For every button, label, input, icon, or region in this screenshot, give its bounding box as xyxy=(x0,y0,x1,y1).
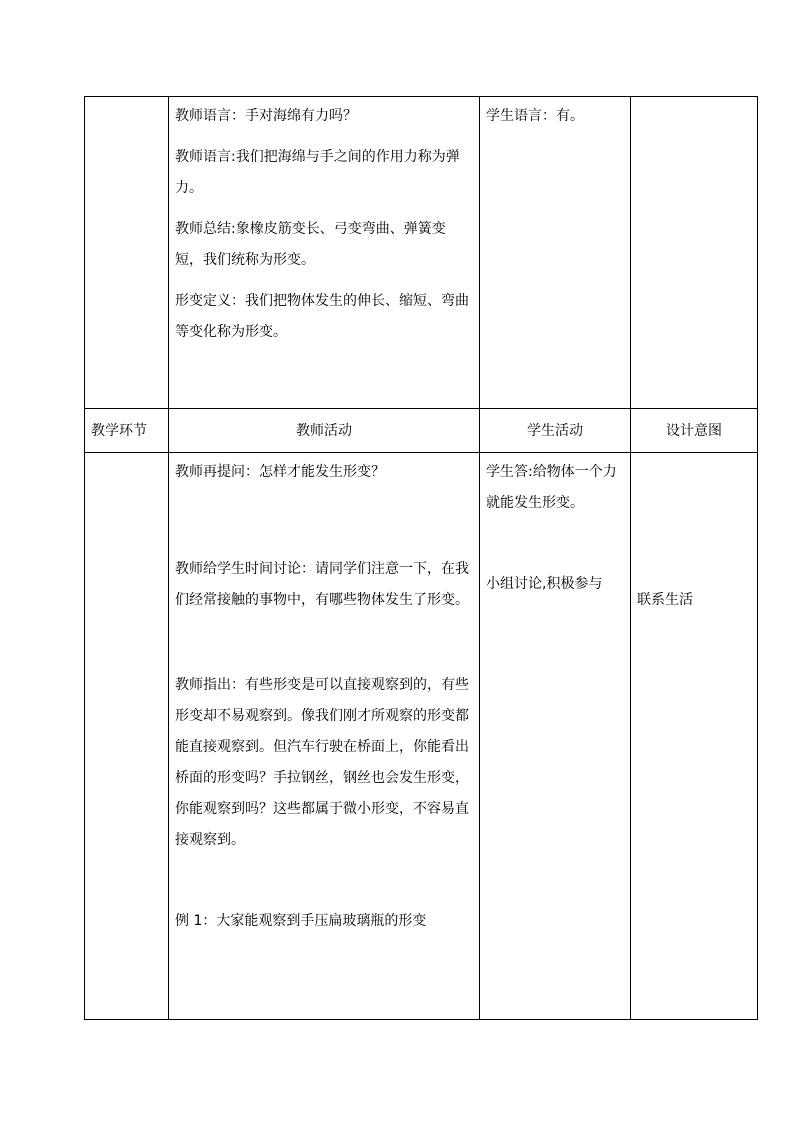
example-1: 例 1：大家能观察到手压扁玻璃瓶的形变 xyxy=(175,913,427,929)
content-row xyxy=(85,453,758,1020)
table-header-row xyxy=(85,409,758,453)
deformation-definition: 形变定义：我们把物体发生的伸长、缩短、弯曲等变化称为形变。 xyxy=(175,293,469,340)
student-activity-cell xyxy=(480,97,631,409)
continuation-row xyxy=(85,97,758,409)
stage-cell-empty xyxy=(85,453,169,1020)
stage-cell-empty xyxy=(85,97,169,409)
header-teacher-activity: 教师活动 xyxy=(169,409,480,453)
teacher-question: 教师再提问：怎样才能发生形变？ xyxy=(175,464,385,480)
header-student-activity: 学生活动 xyxy=(480,409,631,453)
teacher-line-2: 教师语言:我们把海绵与手之间的作用力称为弹力。 xyxy=(175,149,460,196)
student-answer: 学生答:给物体一个力就能发生形变。 xyxy=(486,464,617,511)
header-design-intent: 设计意图 xyxy=(631,409,758,453)
lesson-plan-table xyxy=(84,96,758,1020)
design-intent-text: 联系生活 xyxy=(637,592,693,608)
student-line-1: 学生语言：有。 xyxy=(486,108,584,124)
header-teaching-stage: 教学环节 xyxy=(85,409,169,453)
teacher-explanation: 教师指出：有些形变是可以直接观察到的，有些形变却不易观察到。像我们刚才所观察的形变都能直接观察到。但汽车行驶在桥面上，你能看出桥面的形变吗？手拉钢丝，钢丝也会发生形变，你能观察到吗？这些都属于微小形变，不容易直接观察到。 xyxy=(175,677,469,848)
design-intent-cell-empty xyxy=(631,97,758,409)
student-activity-cell xyxy=(480,453,631,1020)
teacher-summary: 教师总结:象橡皮筋变长、弓变弯曲、弹簧变短，我们统称为形变。 xyxy=(175,221,446,268)
teacher-activity-cell xyxy=(169,97,480,409)
teacher-activity-cell xyxy=(169,453,480,1020)
teacher-line-1: 教师语言：手对海绵有力吗？ xyxy=(175,108,357,124)
teacher-discussion: 教师给学生时间讨论：请同学们注意一下，在我们经常接触的事物中，有哪些物体发生了形变。 xyxy=(175,561,469,608)
student-discussion: 小组讨论,积极参与 xyxy=(486,576,603,592)
design-intent-cell xyxy=(631,453,758,1020)
